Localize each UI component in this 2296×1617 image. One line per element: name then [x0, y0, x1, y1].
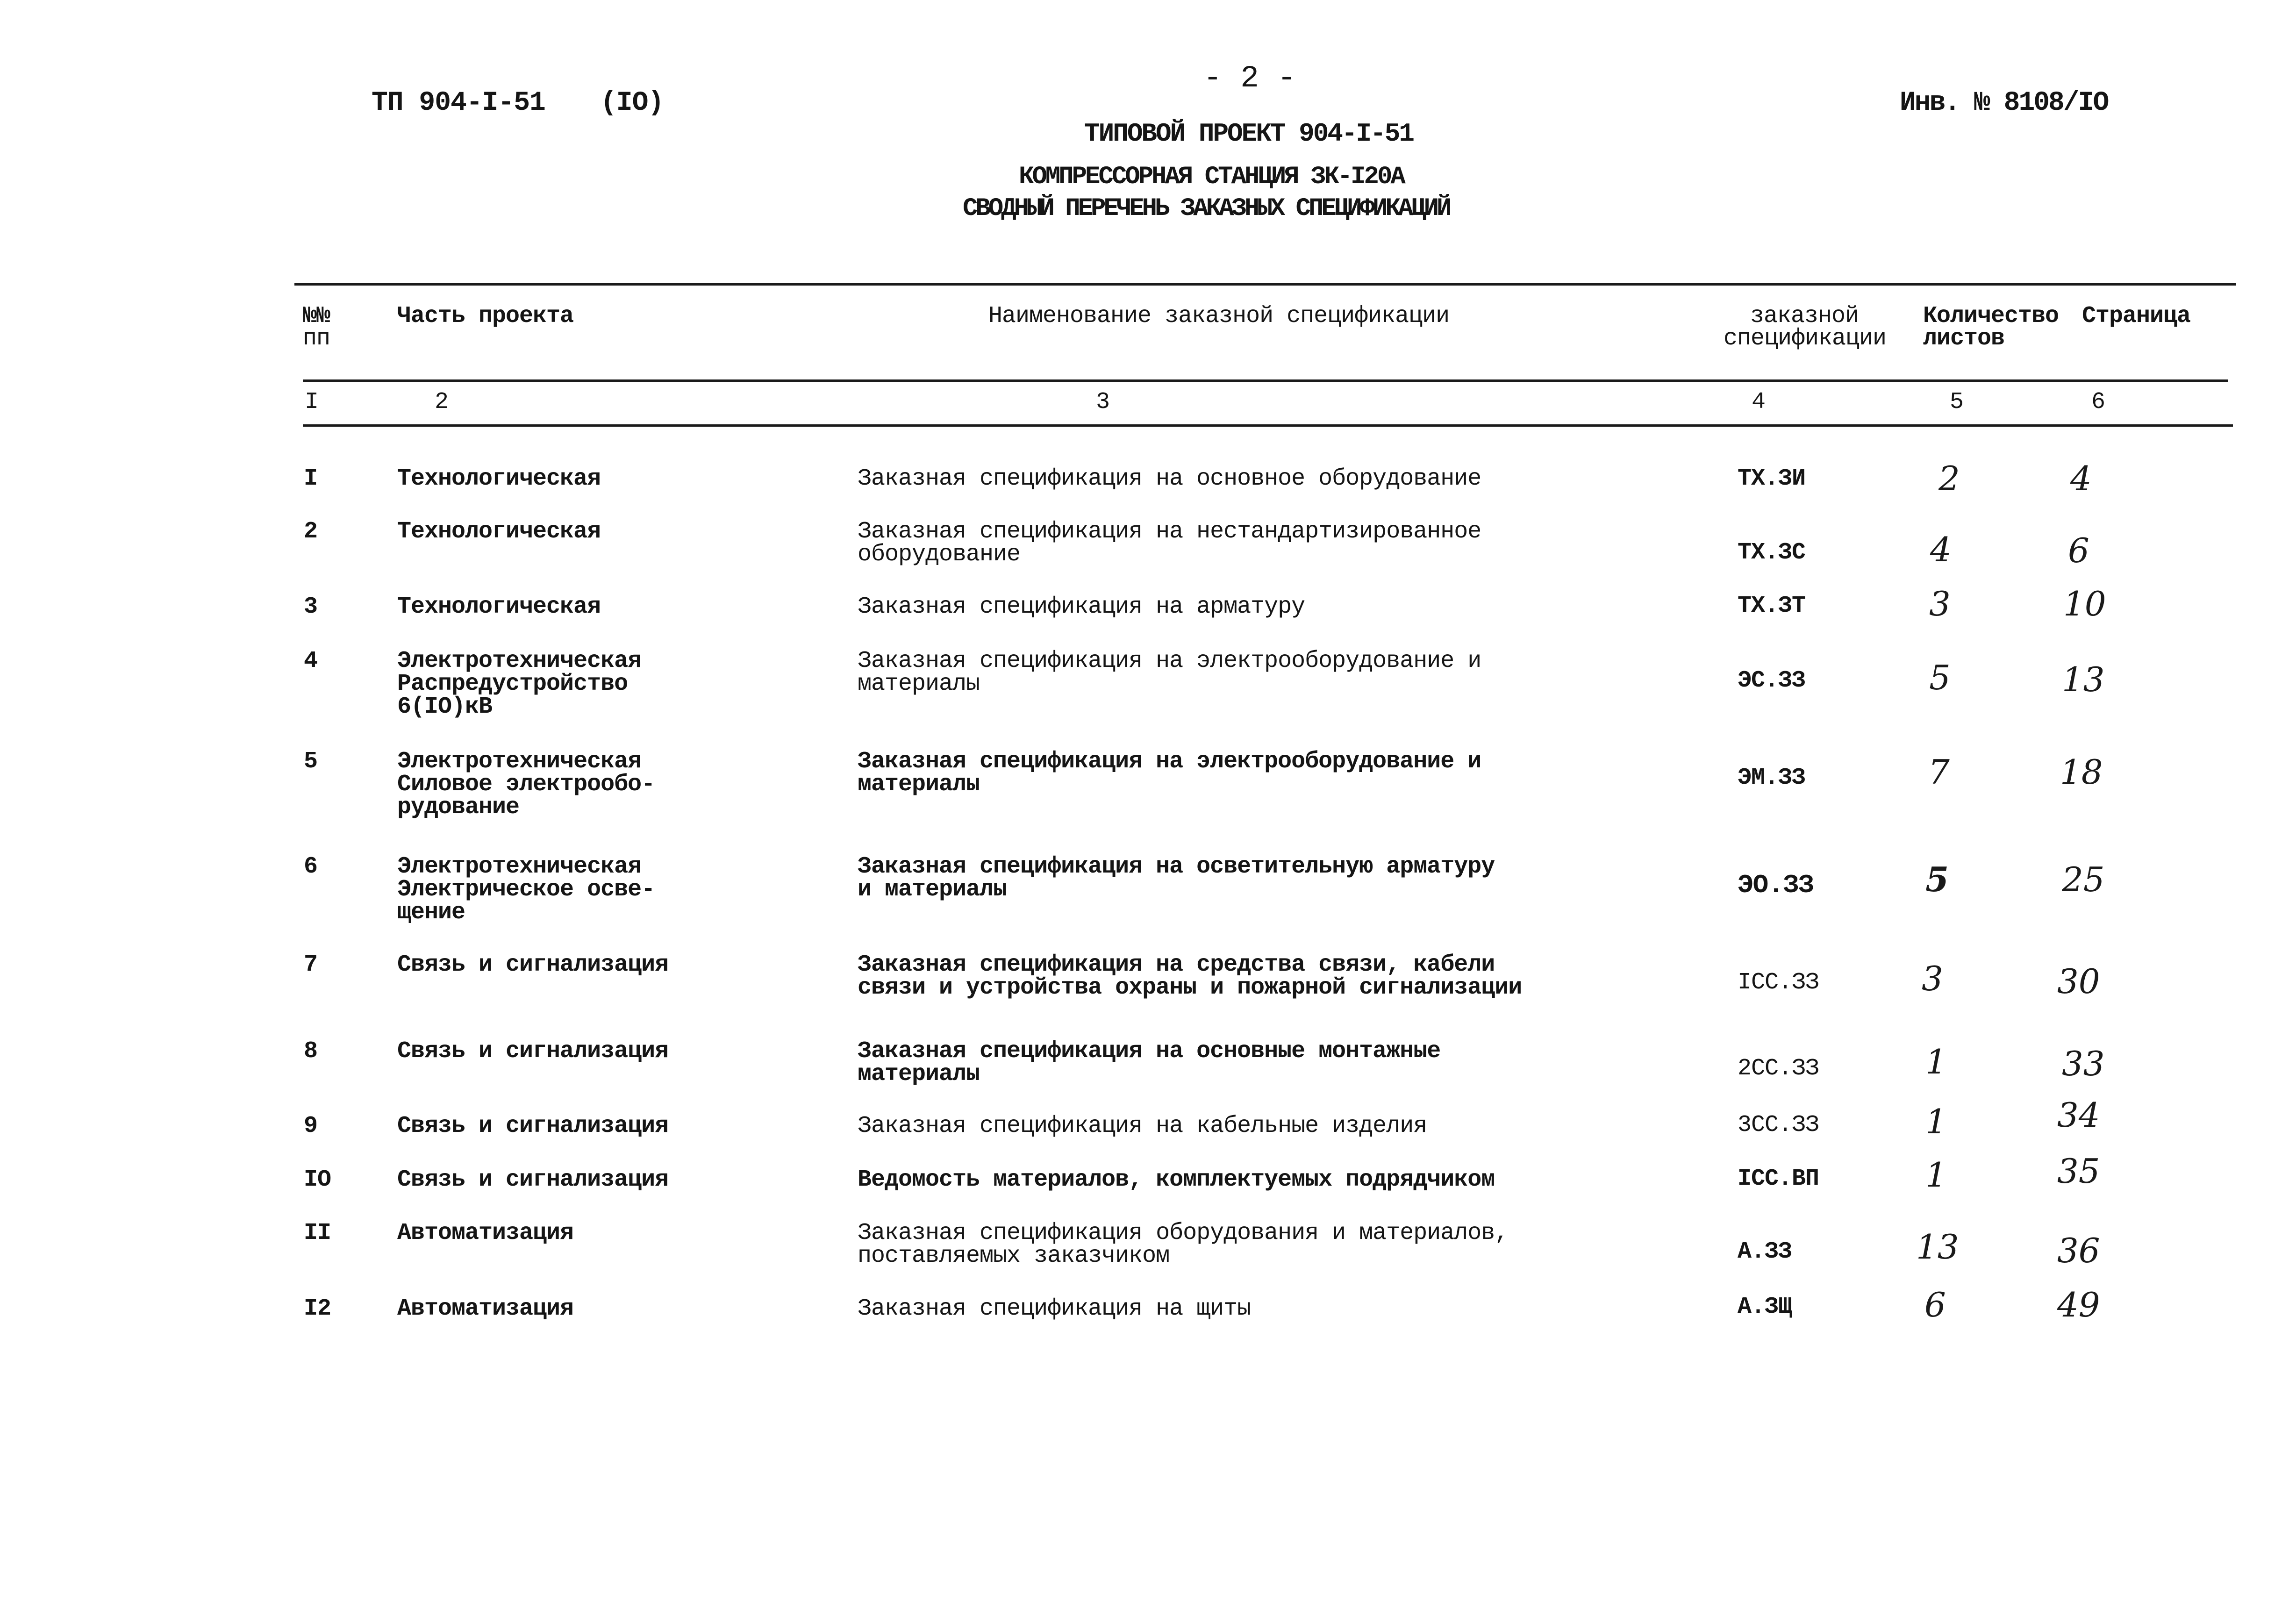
table-top-rule [294, 283, 2236, 286]
row-sheet-count: 3 [1922, 959, 1943, 998]
row-page-number: 18 [2060, 752, 2103, 792]
row-spec-code: 2СС.ЗЗ [1738, 1055, 1819, 1082]
row-page-number: 35 [2057, 1152, 2100, 1191]
row-spec-name: Заказная спецификация на арматуру [858, 594, 1305, 620]
row-spec-name: Ведомость материалов, комплектуемых подрядчиком [858, 1166, 1495, 1193]
row-sheet-count: 5 [1929, 658, 1951, 697]
row-page-number: 4 [2070, 459, 2092, 498]
row-page-number: 6 [2068, 531, 2089, 570]
doc-code-left: ТП 904-I-51 [372, 88, 545, 118]
row-number: 3 [304, 594, 318, 620]
doc-sheet-index: (IO) [601, 88, 664, 118]
col-header-code-line2: спецификации [1724, 325, 1887, 352]
row-part: Технологическая [397, 465, 601, 492]
page-number: - 2 - [1203, 61, 1296, 96]
row-sheet-count: 1 [1925, 1102, 1947, 1141]
title-list: СВОДНЫЙ ПЕРЕЧЕНЬ ЗАКАЗНЫХ СПЕЦИФИКАЦИЙ [963, 194, 1450, 223]
title-project: ТИПОВОЙ ПРОЕКТ 904-I-51 [1084, 119, 1413, 149]
table-header-rule [303, 379, 2228, 382]
row-spec-name-line1: Заказная спецификация на средства связи, кабели [858, 952, 1495, 978]
row-spec-code: ТХ.ЗИ [1738, 465, 1806, 492]
row-page-number: 10 [2063, 584, 2106, 623]
row-part-line1: Электротехническая [397, 853, 642, 880]
row-page-number: 25 [2062, 860, 2105, 899]
col-number-1: I [305, 389, 319, 415]
row-sheet-count: 4 [1930, 530, 1952, 569]
row-number: I [304, 465, 318, 492]
row-part-line1: Электротехническая [397, 748, 642, 775]
row-sheet-count: 7 [1928, 752, 1950, 792]
row-page-number: 33 [2062, 1044, 2105, 1083]
row-spec-name-line2: материалы [858, 671, 980, 697]
row-part: Технологическая [397, 594, 601, 620]
row-part-line2: Силовое электрообо- [397, 771, 655, 798]
row-number: 4 [304, 648, 318, 674]
row-spec-name-line1: Заказная спецификация на нестандартизированное [858, 518, 1481, 545]
col-header-page: Страница [2082, 303, 2191, 329]
row-spec-code: ЭС.ЗЗ [1738, 667, 1806, 694]
col-number-4: 4 [1752, 389, 1766, 415]
row-spec-code: А.ЗЗ [1738, 1238, 1792, 1265]
row-spec-code: ЭО.ЗЗ [1738, 870, 1814, 900]
col-header-num-line2: пп [303, 325, 330, 352]
row-part: Технологическая [397, 518, 601, 545]
col-header-sheets-line1: Количество [1923, 303, 2059, 329]
row-spec-code: 3СС.ЗЗ [1738, 1112, 1819, 1138]
row-spec-code: ЭМ.ЗЗ [1738, 765, 1806, 791]
row-spec-name: Заказная спецификация на щиты [858, 1295, 1251, 1322]
row-spec-name-line1: Заказная спецификация на электрооборудование и [858, 748, 1481, 775]
row-sheet-count: 13 [1916, 1227, 1959, 1266]
row-part-line3: 6(IO)кВ [397, 694, 493, 720]
row-spec-code: ТХ.ЗТ [1738, 593, 1806, 619]
row-spec-name-line2: и материалы [858, 876, 1007, 903]
row-spec-name-line1: Заказная спецификация на осветительную арматуру [858, 853, 1495, 880]
row-spec-name-line1: Заказная спецификация на электрооборудование и [858, 648, 1481, 674]
row-sheet-count: 2 [1938, 459, 1960, 498]
row-part-line2: Распредустройство [397, 671, 628, 697]
col-number-2: 2 [435, 389, 449, 415]
row-part: Связь и сигнализация [397, 1113, 669, 1139]
row-spec-code: IСС.ВП [1738, 1166, 1819, 1192]
row-sheet-count: 6 [1924, 1285, 1946, 1324]
row-sheet-count: 1 [1925, 1155, 1947, 1195]
row-number: 9 [304, 1113, 318, 1139]
row-part: Автоматизация [397, 1295, 574, 1322]
col-header-code-line1: заказной [1750, 303, 1859, 329]
row-page-number: 30 [2057, 962, 2100, 1001]
row-number: IO [304, 1166, 331, 1193]
row-page-number: 13 [2062, 660, 2105, 699]
title-station: КОМПРЕССОРНАЯ СТАНЦИЯ ЗК-I20А [1019, 163, 1404, 191]
row-number: 8 [304, 1038, 318, 1065]
row-spec-name-line2: материалы [858, 771, 980, 798]
row-page-number: 34 [2057, 1095, 2100, 1135]
row-number: 2 [304, 518, 318, 545]
row-spec-name-line2: материалы [858, 1061, 980, 1088]
row-part-line3: рудование [397, 794, 520, 821]
col-header-part: Часть проекта [397, 303, 574, 329]
inventory-number: Инв. № 8108/IO [1900, 88, 2108, 118]
row-page-number: 49 [2057, 1285, 2100, 1324]
row-spec-name-line2: связи и устройства охраны и пожарной сигнализации [858, 974, 1522, 1001]
row-part: Автоматизация [397, 1220, 574, 1246]
row-spec-code: А.ЗЩ [1738, 1294, 1792, 1320]
row-spec-code: ТХ.ЗС [1738, 539, 1806, 566]
row-sheet-count: 1 [1925, 1042, 1947, 1081]
row-sheet-count: 5 [1925, 859, 1949, 899]
col-number-3: 3 [1096, 389, 1110, 415]
row-part: Связь и сигнализация [397, 1038, 669, 1065]
col-header-name: Наименование заказной спецификации [988, 303, 1450, 329]
col-number-5: 5 [1950, 389, 1964, 415]
row-spec-name-line2: оборудование [858, 541, 1021, 568]
col-header-sheets-line2: листов [1923, 325, 2005, 352]
row-spec-name-line2: поставляемых заказчиком [858, 1243, 1170, 1269]
row-part: Связь и сигнализация [397, 1166, 669, 1193]
row-sheet-count: 3 [1929, 584, 1951, 623]
row-number: I2 [304, 1295, 331, 1322]
row-spec-name: Заказная спецификация на основное оборудование [858, 465, 1481, 492]
row-part: Связь и сигнализация [397, 952, 669, 978]
row-number: 5 [304, 748, 318, 775]
row-number: 7 [304, 952, 318, 978]
row-part-line2: Электрическое осве- [397, 876, 655, 903]
row-spec-code: IСС.ЗЗ [1738, 969, 1819, 996]
row-spec-name-line1: Заказная спецификация на основные монтажные [858, 1038, 1441, 1065]
row-number: 6 [304, 853, 318, 880]
row-spec-name-line1: Заказная спецификация оборудования и материалов, [858, 1220, 1509, 1246]
row-number: II [304, 1220, 331, 1246]
row-spec-name: Заказная спецификация на кабельные изделия [858, 1113, 1427, 1139]
row-part-line3: щение [397, 899, 465, 926]
col-number-6: 6 [2091, 389, 2105, 415]
col-header-num-line1: №№ [303, 303, 330, 329]
row-page-number: 36 [2057, 1231, 2100, 1270]
row-part-line1: Электротехническая [397, 648, 642, 674]
table-colnum-rule [303, 424, 2233, 427]
